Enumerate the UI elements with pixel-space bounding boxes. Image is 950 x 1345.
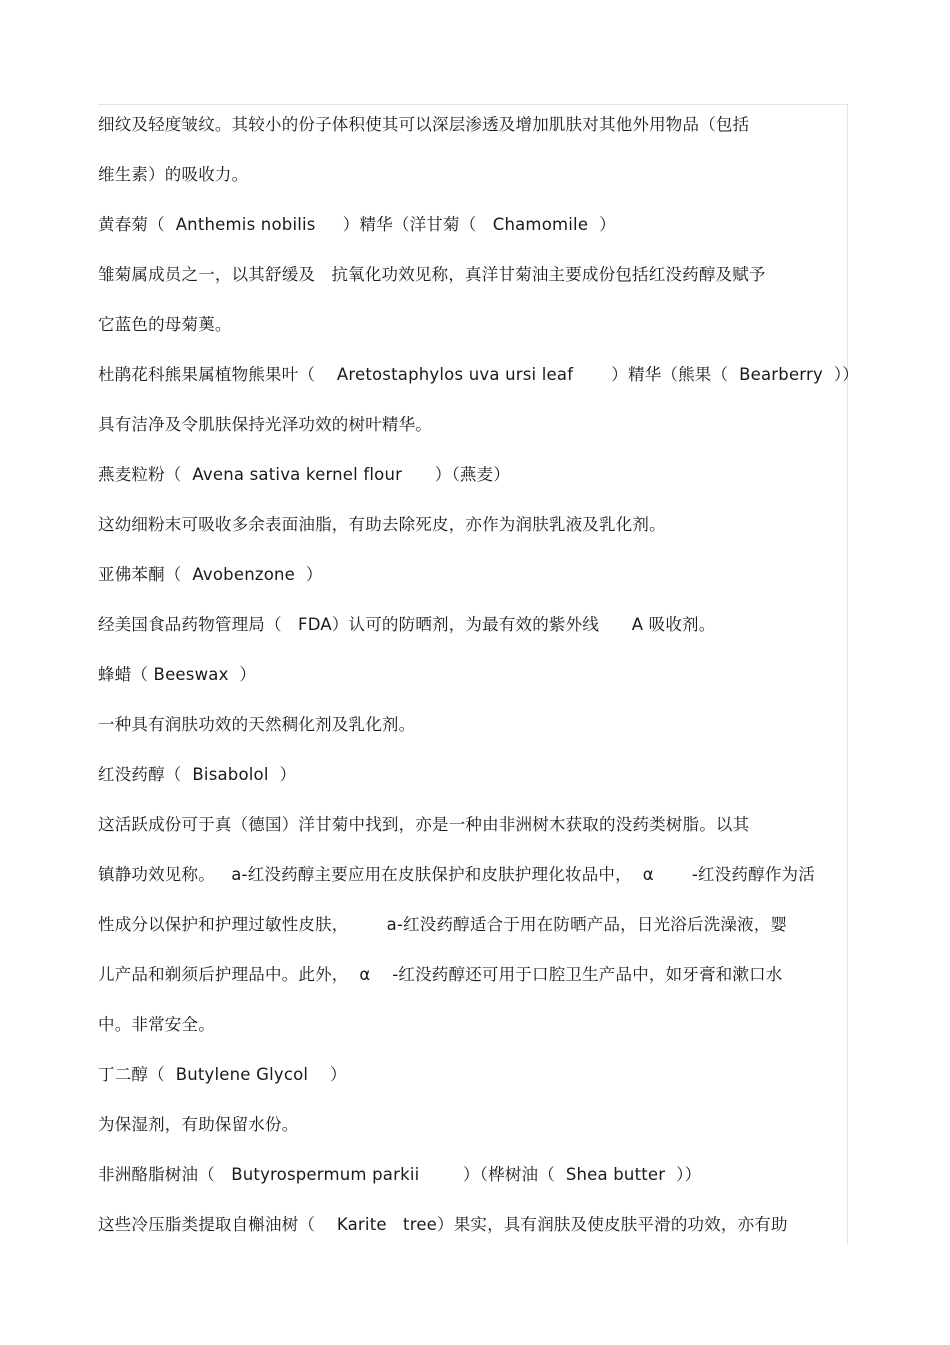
text-line: 中。非常安全。 xyxy=(98,1015,215,1034)
text-line: 这幼细粉末可吸收多余表面油脂，有助去除死皮，亦作为润肤乳液及乳化剂。 xyxy=(98,515,666,534)
text-line: 一种具有润肤功效的天然稠化剂及乳化剂。 xyxy=(98,715,416,734)
text-line: 维生素）的吸收力。 xyxy=(98,165,249,184)
ingredient-heading: 黄春菊（ Anthemis nobilis ）精华（洋甘菊（ Chamomile ） xyxy=(98,215,616,234)
text-line: 镇静功效见称。 a-红没药醇主要应用在皮肤保护和皮肤护理化妆品中， α -红没药醇作为活 xyxy=(98,865,815,884)
text-line: 儿产品和剃须后护理品中。此外， α -红没药醇还可用于口腔卫生产品中，如牙膏和漱口水 xyxy=(98,965,783,984)
ingredient-heading: 亚佛苯酮（ Avobenzone ） xyxy=(98,565,323,584)
ingredient-heading: 丁二醇（ Butylene Glycol ） xyxy=(98,1065,347,1084)
text-line: 它蓝色的母菊薁。 xyxy=(98,315,232,334)
ingredient-heading: 红没药醇（ Bisabolol ） xyxy=(98,765,297,784)
text-line: 经美国食品药物管理局（ FDA）认可的防晒剂，为最有效的紫外线 A 吸收剂。 xyxy=(98,615,716,634)
ingredient-heading: 非洲酪脂树油（ Butyrospermum parkii ）（桦树油（ Shea butter ）） xyxy=(98,1165,702,1184)
text-line: 这活跃成份可于真（德国）洋甘菊中找到，亦是一种由非洲树木获取的没药类树脂。以其 xyxy=(98,815,750,834)
ingredient-heading: 蜂蜡（ Beeswax ） xyxy=(98,665,257,684)
ingredient-heading: 燕麦粒粉（ Avena sativa kernel flour ）（燕麦） xyxy=(98,465,511,484)
text-line: 细纹及轻度皱纹。其较小的份子体积使其可以深层渗透及增加肌肤对其他外用物品（包括 xyxy=(98,115,750,134)
document-body xyxy=(98,100,858,1250)
text-line: 具有洁净及令肌肤保持光泽功效的树叶精华。 xyxy=(98,415,432,434)
text-line: 为保湿剂，有助保留水份。 xyxy=(98,1115,299,1134)
ingredient-heading: 杜鹃花科熊果属植物熊果叶（ Aretostaphylos uva ursi leaf ）精华（熊果（ Bearberry ）） xyxy=(98,365,859,384)
text-line: 性成分以保护和护理过敏性皮肤， a-红没药醇适合于用在防晒产品，日光浴后洗澡液，婴 xyxy=(98,915,788,934)
text-line: 雏菊属成员之一，以其舒缓及 抗氧化功效见称，真洋甘菊油主要成份包括红没药醇及赋予 xyxy=(98,265,766,284)
text-line: 这些冷压脂类提取自槲油树（ Karite tree）果实，具有润肤及使皮肤平滑的功效，亦有助 xyxy=(98,1215,788,1234)
